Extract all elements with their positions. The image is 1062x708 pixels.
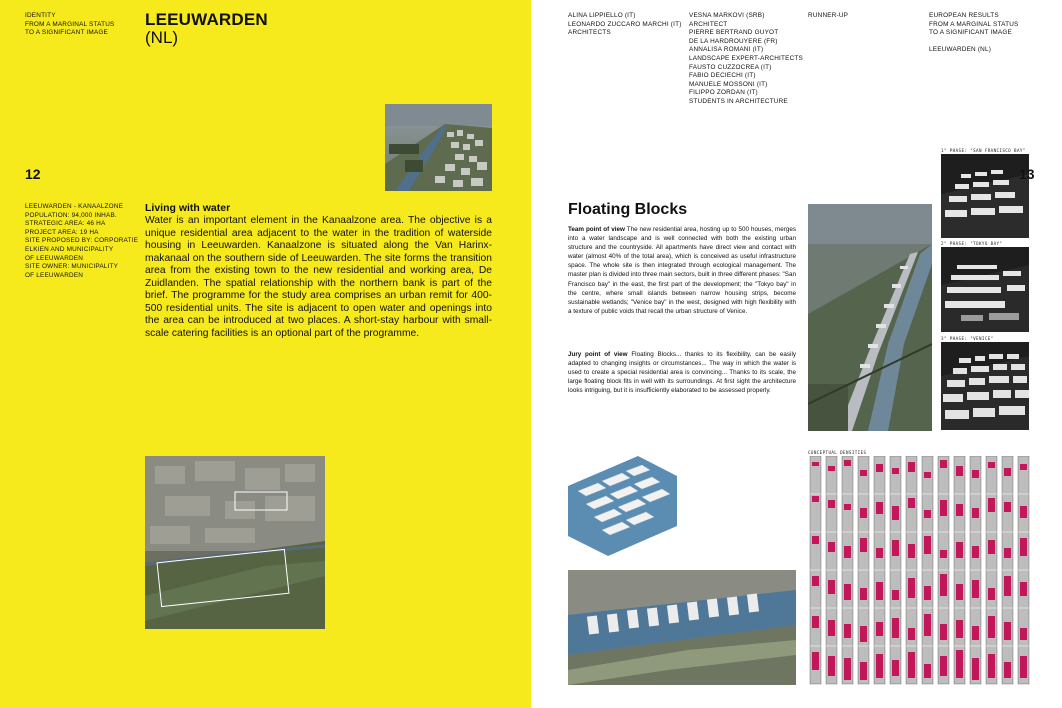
- phase-1-render: [941, 154, 1029, 238]
- aerial-masterplan-render: [808, 204, 932, 431]
- country-code: (NL): [145, 28, 179, 47]
- phase-caption-2: 2° PHASE: "TOKYO BAY": [941, 241, 1003, 246]
- phase-caption-3: 3° PHASE: "VENICE": [941, 336, 994, 341]
- project-title: Floating Blocks: [568, 201, 688, 218]
- aerial-canal-photo: [385, 104, 492, 191]
- satellite-map: [145, 456, 325, 629]
- city-title: LEEUWARDEN: [145, 10, 268, 29]
- jury-point-of-view: Jury point of view Floating Blocks... thanks to its flexibility, can be easily adapted to changing insights or circumstances... The way in which the water is used to create a special residential area is convincing... Thanks to its scale, the large floating block fits in well with its surroundings. At first sight the architecture looks intriguing, but it is insufficiently elaborated to be assessed properly.: [568, 351, 797, 395]
- status-label: RUNNER-UP: [808, 12, 849, 19]
- left-header: IDENTITY FROM A MARGINAL STATUS TO A SIGNIFICANT IMAGE: [25, 12, 115, 37]
- axonometric-render: [568, 456, 677, 556]
- site-plan-render: [568, 570, 796, 685]
- right-header: EUROPEAN RESULTS FROM A MARGINAL STATUS TO A SIGNIFICANT IMAGE LEEUWARDEN (NL): [929, 12, 1019, 53]
- grid-caption: CONCEPTUAL DENSITIES: [808, 450, 867, 455]
- phase-2-render: [941, 247, 1029, 332]
- right-page: [531, 0, 1062, 708]
- site-info: LEEUWARDEN - KANAALZONE POPULATION: 94,000 INHAB. STRATEGIC AREA: 46 HA PROJECT AREA: 19 HA SITE PROPOSED BY: CORPORATIE ELKIEN AND MUNICIPALITY OF LEEUWARDEN SITE OWNER: MUNICIPALITY OF LEEUWARDEN: [25, 203, 139, 279]
- intro-body: Water is an important element in the Kanaalzone area. The objective is a unique residential area adjacent to the water in the tradition of waterside housing in Leeuwarden. Kanaalzone is situated along the Van Harinx-makanaal on the southern side of Leeuwarden. The site forms the transition area from the existing town to the new residential and working area, De Zuidlanden. The spatial relationship with the northern bank is part of the brief. The programme for the study area comprises an urban remit for 400-500 residential units. The site is adjacent to open water and openings into the area can be introduced at two places. A short-stay harbour with small-scale catering facilities is an optional part of the programme.: [145, 215, 492, 339]
- team-col-1: ALINA LIPPIELLO (IT) LEONARDO ZUCCARO MARCHI (IT) ARCHITECTS: [568, 12, 682, 37]
- page-number-left: 12: [25, 166, 41, 182]
- section-title: Living with water: [145, 202, 231, 214]
- conceptual-densities-grid: [808, 456, 1036, 686]
- phase-3-render: [941, 342, 1029, 430]
- team-point-of-view: Team point of view The new residential area, hosting up to 500 houses, merges into a water landscape and is well connected with both the existing urban structure and the countryside. All apartments have direct view and contact with water (almost 40% of the total area), which is conceived as useful infrastructure space. The whole site is then integrated through ecological management. The master plan is divided into three main sectors, built in three different phases: "San Francisco bay" in the east, the first part of the development; the "Tokyo bay" in the centre, where small islands between narrow housing strips, become sustainable wetlands; "Venice bay" in the west, designed with high flexibility with a texture of public voids that recall the urban structure of Venice.: [568, 226, 796, 315]
- phase-caption-1: 1° PHASE: "SAN FRANCISCO BAY": [941, 148, 1026, 153]
- team-col-2: VESNA MARKOVI (SRB) ARCHITECT PIERRE BERTRAND GUYOT DE LA HARDROUYERE (FR) ANNALISA ROMANI (IT) LANDSCAPE EXPERT-ARCHITECTS FAUSTO CUZZOCREA (IT) FABIO DECIECHI (IT) MANUELE MOSSONI (IT) FILIPPO ZORDAN (IT) STUDENTS IN ARCHITECTURE: [689, 12, 803, 105]
- page-number-right: 13: [1019, 166, 1035, 182]
